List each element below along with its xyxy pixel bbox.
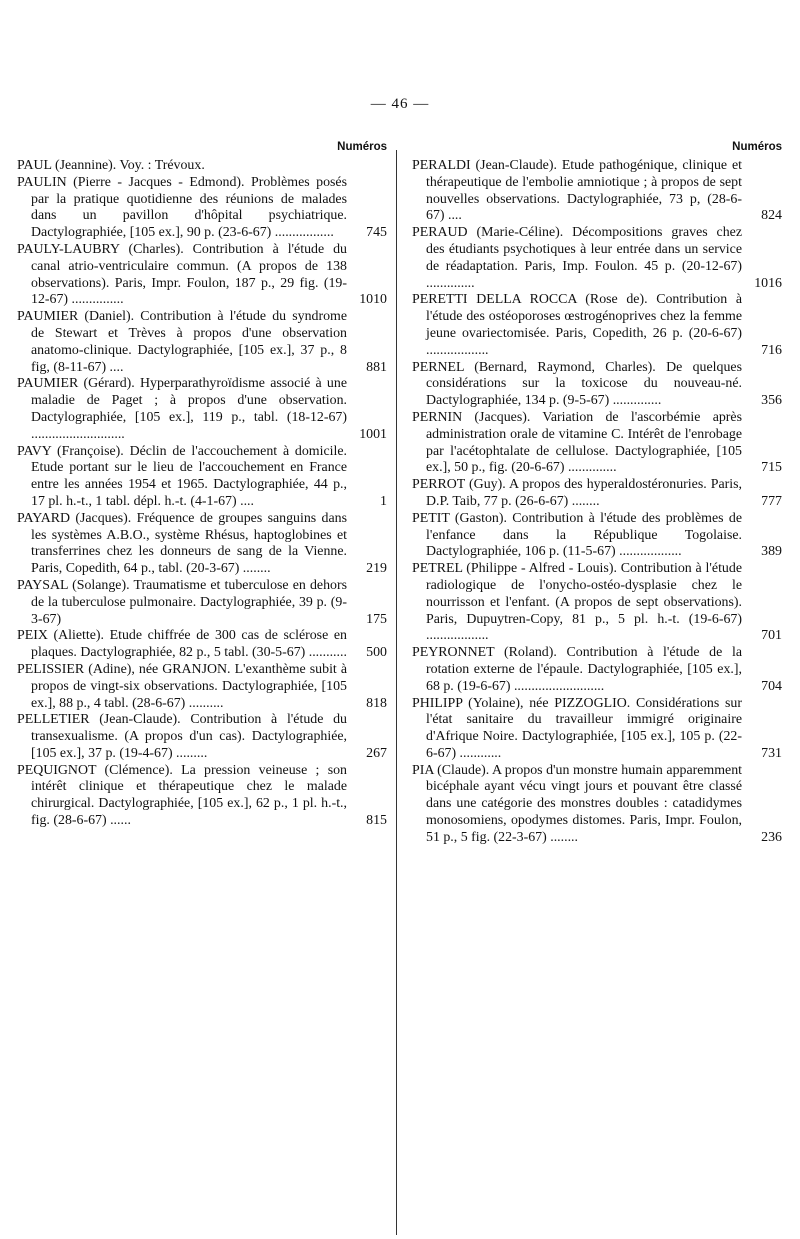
bibliography-entry (412, 158, 782, 225)
entry-text: PEIX (Aliette). Etude chiffrée de 300 cas de sclérose en plaques. Dactylographiée, 82 p., 5 tabl. (30-5-67) ........... (17, 628, 347, 661)
entry-number: 824 (761, 208, 782, 224)
page-number: — 46 — (370, 96, 430, 112)
entry-number: 881 (366, 359, 387, 375)
bibliography-entry (17, 444, 387, 511)
entry-number: 389 (761, 544, 782, 560)
bibliography-entry (412, 645, 782, 695)
entry-text: PAYSAL (Solange). Traumatisme et tuberculose en dehors de la tuberculose pulmonaire. Dactylographiée, 39 p. (9-3-67) (17, 577, 347, 627)
entry-text: PETREL (Philippe - Alfred - Louis). Contribution à l'étude radiologique de l'onycho-ostéo-dysplasie chez le nourrisson et l'enfant. (A propos de sept observations). Paris, Dupuytren-Copy, 81 p., 5 pl. h.-t. (19-6-67) .................. (412, 561, 742, 644)
entry-text: PAULY-LAUBRY (Charles). Contribution à l'étude du canal atrio-ventriculaire commun. (A propos de 138 observations). Paris, Impr. Foulon, 187 p., 29 fig. (19-12-67) ............... (17, 241, 347, 308)
entry-list (17, 158, 387, 830)
entry-number: 777 (761, 493, 782, 509)
left-column (17, 136, 387, 830)
entry-number: 1016 (754, 275, 782, 291)
entry-text: PAUL (Jeannine). Voy. : Trévoux. (17, 158, 205, 173)
entry-text: PELISSIER (Adine), née GRANJON. L'exanthème subit à propos de vingt-six observations. Dactylographiée, [105 ex.], 88 p., 4 tabl. (28-6-67) .......... (17, 661, 347, 711)
entry-text: PAVY (Françoise). Déclin de l'accouchement à domicile. Etude portant sur le lieu de l'accouchement en France entre les années 1954 et 1965. Dactylographiée, 44 p., 17 pl. h.-t., 1 tabl. dépl. h.-t. (4-1-67) .... (17, 443, 347, 509)
entry-text: PAYARD (Jacques). Fréquence de groupes sanguins dans les systèmes A.B.O., système Rhésus, haptoglobines et transferrines chez les donneurs de sang de la Vienne. Paris, Copedith, 64 p., tabl. (20-3-67) ........ (17, 510, 347, 577)
bibliography-entry (412, 292, 782, 359)
entry-number: 175 (366, 611, 387, 627)
bibliography-entry (17, 511, 387, 578)
entry-text: PEQUIGNOT (Clémence). La pression veineuse ; son intérêt clinique et thérapeutique chez le malade chirurgical. Dactylographiée, [105 ex.], 62 p., 1 pl. h.-t., fig. (28-6-67) ...... (17, 762, 347, 829)
bibliography-entry (17, 712, 387, 762)
bibliography-entry (412, 696, 782, 763)
bibliography-entry (17, 628, 387, 662)
entry-text: PETIT (Gaston). Contribution à l'étude des problèmes de l'enfance dans la République Togolaise. Dactylographiée, 106 p. (11-5-67) .................. (412, 510, 742, 560)
column-header: Numéros (337, 141, 387, 153)
entry-number: 236 (761, 829, 782, 845)
bibliography-entry (412, 561, 782, 645)
entry-text: PAUMIER (Gérard). Hyperparathyroïdisme associé à une maladie de Paget ; à propos d'une observation. Dactylographiée, [105 ex.], 119 p., tabl. (18-12-67) ........................... (17, 376, 347, 442)
entry-text: PAULIN (Pierre - Jacques - Edmond). Problèmes posés par la pratique quotidienne des réunions de malades dans un pavillon d'hôpital psychiatrique. Dactylographiée, [105 ex.], 90 p. (23-6-67) ................. (17, 174, 347, 241)
entry-number: 219 (366, 561, 387, 577)
entry-text: PERETTI DELLA ROCCA (Rose de). Contribution à l'étude des ostéoporoses œstrogénoprives chez la femme jeune ovariectomisée. Paris, Copedith, 26 p. (20-6-67) .................. (412, 292, 742, 358)
entry-number: 500 (366, 645, 387, 661)
entry-text: PHILIPP (Yolaine), née PIZZOGLIO. Considérations sur l'état sanitaire du travailleur immigré originaire d'Afrique Noire. Dactylographiée, [105 ex.], 105 p. (22-6-67) ............ (412, 695, 742, 761)
bibliography-entry (17, 376, 387, 443)
entry-text: PERNEL (Bernard, Raymond, Charles). De quelques considérations sur la toxicose du nouveau-né. Dactylographiée, 134 p. (9-5-67) .............. (412, 359, 742, 409)
entry-number: 715 (761, 460, 782, 476)
entry-list (412, 158, 782, 847)
bibliography-entry (412, 225, 782, 292)
bibliography-entry (17, 175, 387, 242)
right-column (412, 136, 782, 847)
entry-number: 1010 (359, 292, 387, 308)
entry-number: 815 (366, 813, 387, 829)
entry-number: 1 (380, 493, 387, 509)
entry-number: 356 (761, 393, 782, 409)
column-divider (396, 150, 397, 1235)
column-header: Numéros (732, 141, 782, 153)
bibliography-entry (412, 763, 782, 847)
bibliography-entry (17, 309, 387, 376)
entry-text: PIA (Claude). A propos d'un monstre humain apparemment bicéphale ayant vécu vingt jours et pouvant être classé dans une catégorie des monstres doubles : catadidymes monosomiens, opodymes distomes. Paris, Impr. Foulon, 51 p., 5 fig. (22-3-67) ........ (412, 762, 742, 845)
entry-number: 704 (761, 678, 782, 694)
entry-text: PERALDI (Jean-Claude). Etude pathogénique, clinique et thérapeutique de l'embolie amniotique ; à propos de sept nouvelles observations. Dactylographiée, 73 p, (28-6-67) .... (412, 158, 742, 224)
bibliography-entry (412, 410, 782, 477)
bibliography-entry (412, 511, 782, 561)
entry-number: 745 (366, 225, 387, 241)
entry-text: PELLETIER (Jean-Claude). Contribution à l'étude du transexualisme. (A propos d'un cas). Dactylographiée, [105 ex.], 37 p. (19-4-67) ......... (17, 712, 347, 761)
bibliography-entry (17, 158, 387, 175)
bibliography-entry (17, 578, 387, 628)
entry-number: 818 (366, 695, 387, 711)
bibliography-entry (17, 763, 387, 830)
bibliography-entry (17, 662, 387, 712)
entry-number: 701 (761, 628, 782, 644)
entry-text: PAUMIER (Daniel). Contribution à l'étude du syndrome de Stewart et Trèves à propos d'une observation anatomo-clinique. Dactylographiée, [105 ex.], 37 p., 8 fig, (8-11-67) .... (17, 309, 347, 375)
entry-text: PERNIN (Jacques). Variation de l'ascorbémie après administration orale de vitamine C. Intérêt de l'enrobage par l'acétophtalate de cellulose. Dactylographiée, [105 ex.], 50 p., fig. (20-6-67) .............. (412, 409, 742, 476)
entry-number: 716 (761, 342, 782, 358)
entry-text: PERAUD (Marie-Céline). Décompositions graves chez des étudiants psychotiques à leur entrée dans un service de réadaptation. Paris, Imp. Foulon. 45 p. (20-12-67) .............. (412, 225, 742, 291)
entry-text: PERROT (Guy). A propos des hyperaldostéronuries. Paris, D.P. Taib, 77 p. (26-6-67) ........ (412, 477, 742, 509)
entry-text: PEYRONNET (Roland). Contribution à l'étude de la rotation externe de l'épaule. Dactylographiée, [105 ex.], 68 p. (19-6-67) .......................... (412, 645, 742, 694)
entry-number: 1001 (359, 426, 387, 442)
bibliography-entry (17, 242, 387, 309)
entry-number: 731 (761, 745, 782, 761)
entry-number: 267 (366, 745, 387, 761)
bibliography-entry (412, 477, 782, 511)
bibliography-entry (412, 360, 782, 410)
